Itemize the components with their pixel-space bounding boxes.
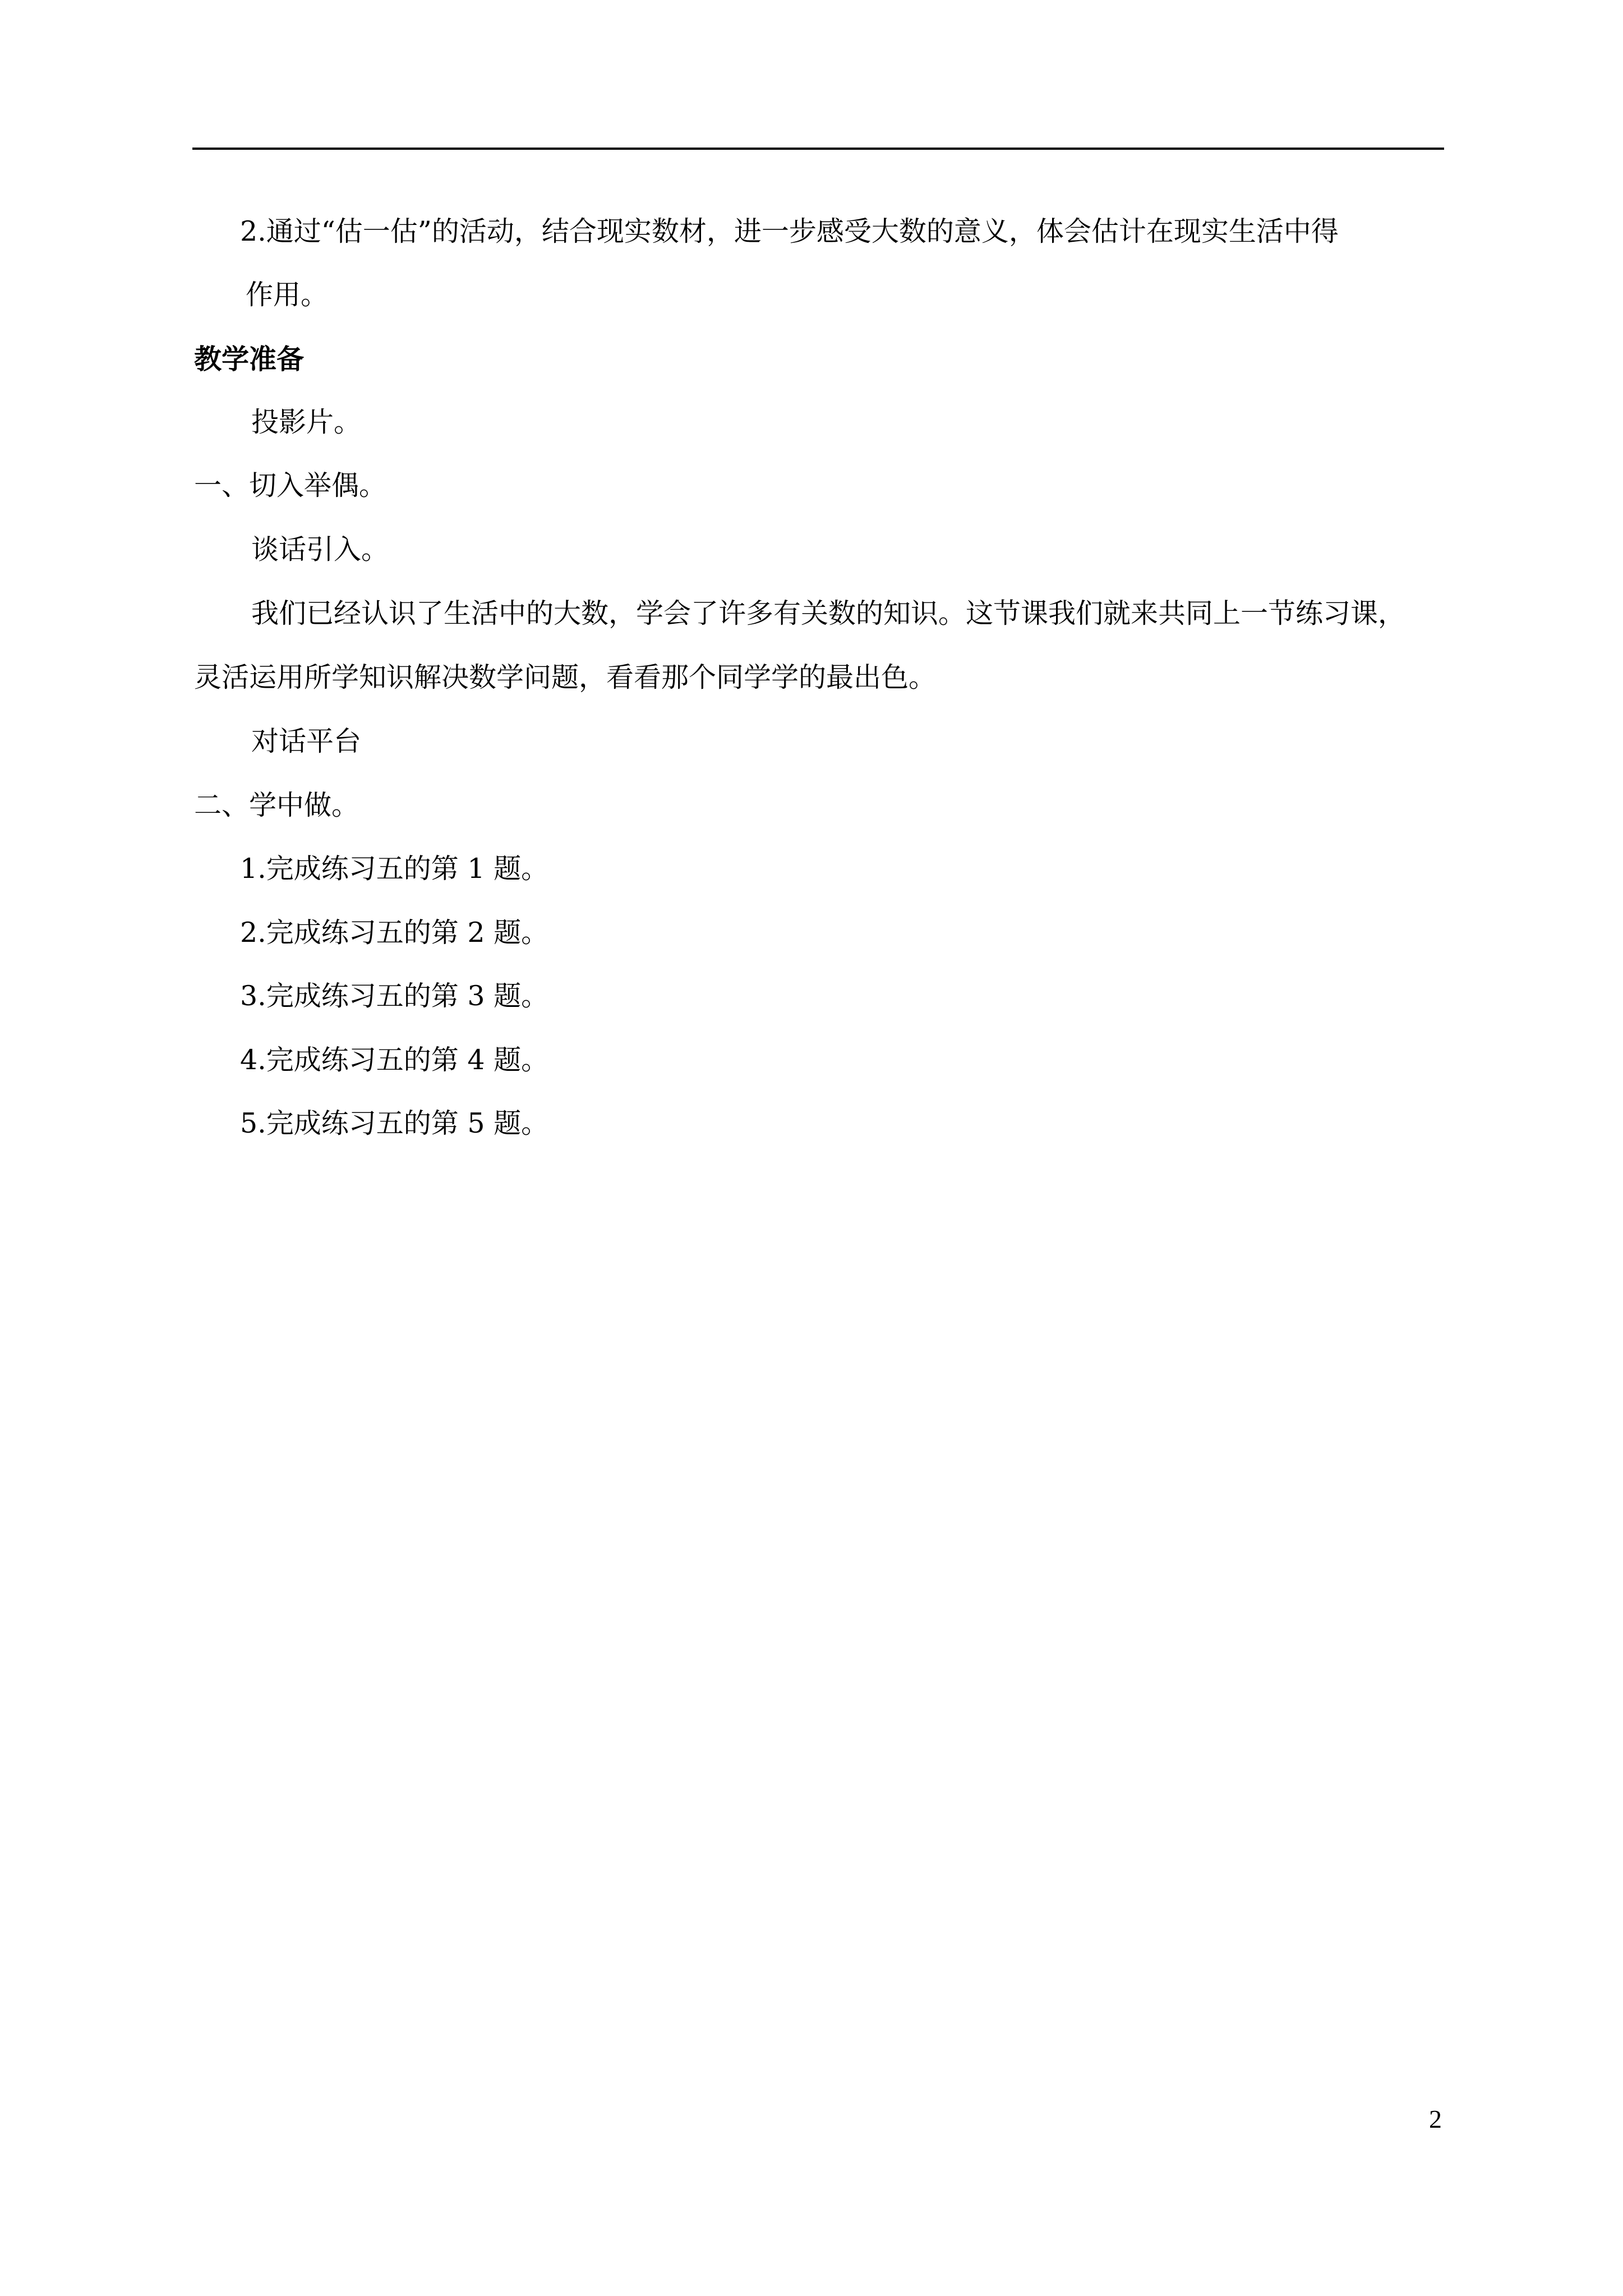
objective-2-line-1: 2.通过“估一估”的活动，结合现实数材，进一步感受大数的意义，体会估计在现实生活中得 (240, 215, 1339, 247)
list-item: 1.完成练习五的第 1 题。 (240, 853, 549, 885)
preparation-heading: 教学准备 (194, 343, 305, 375)
section-1-paragraph-line-1: 我们已经认识了生活中的大数，学会了许多有关数的知识。这节课我们就来共同上一节练习课， (251, 597, 1406, 629)
list-item: 4.完成练习五的第 4 题。 (240, 1044, 549, 1076)
section-1-heading: 一、切入举偶。 (194, 470, 387, 501)
page-number: 2 (1429, 2105, 1442, 2133)
list-item: 2.完成练习五的第 2 题。 (240, 917, 549, 949)
section-2-heading: 二、学中做。 (194, 789, 359, 821)
list-item: 5.完成练习五的第 5 题。 (240, 1107, 549, 1139)
objective-2-line-2: 作用。 (246, 279, 329, 311)
section-1-intro: 谈话引入。 (251, 533, 389, 565)
header-rule (192, 148, 1444, 150)
section-1-paragraph-line-2: 灵活运用所学知识解决数学问题，看看那个同学学的最出色。 (194, 661, 937, 693)
list-item: 3.完成练习五的第 3 题。 (240, 980, 549, 1012)
section-1-platform: 对话平台 (251, 725, 362, 757)
preparation-content: 投影片。 (251, 406, 362, 438)
